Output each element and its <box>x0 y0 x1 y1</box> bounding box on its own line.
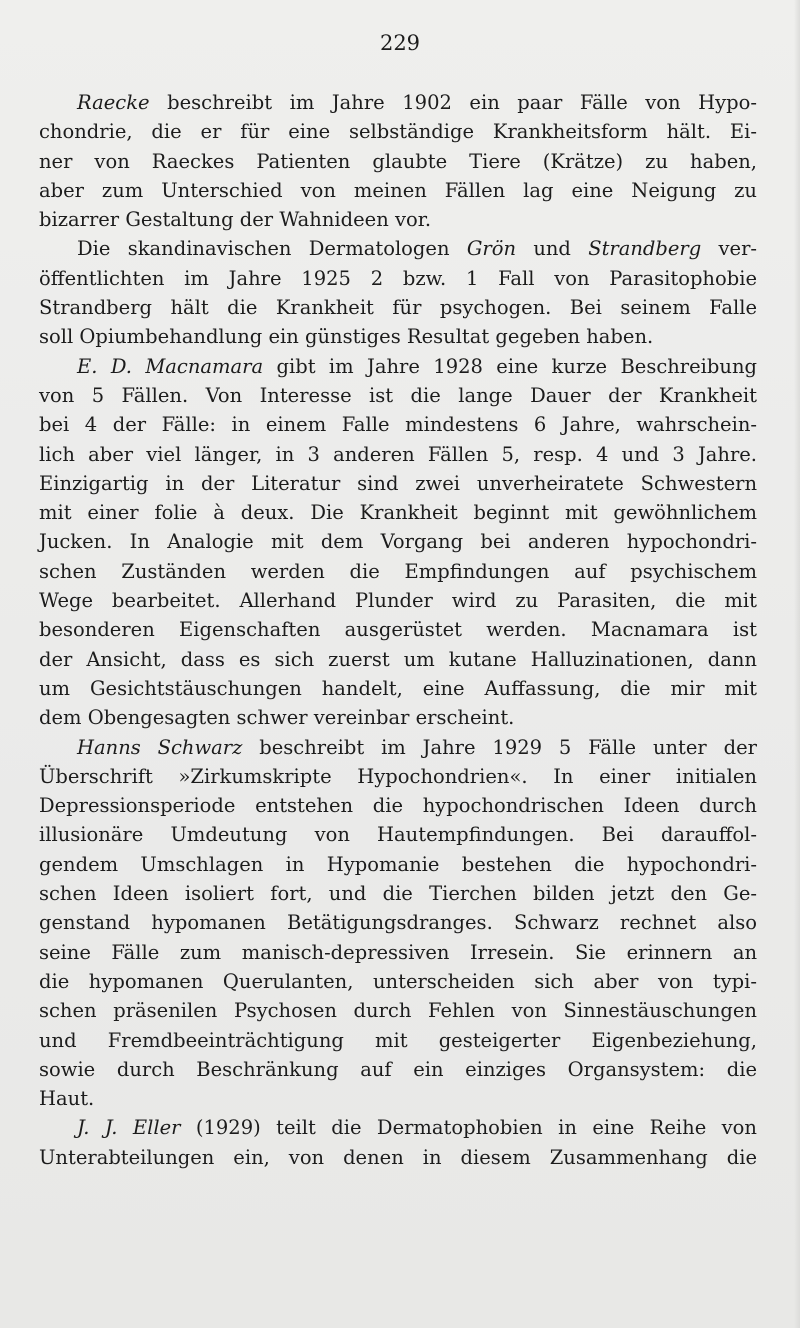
text-line: Einzigartig in der Literatur sind zwei unverheiratete Schwestern <box>39 471 757 495</box>
text-line: ner von Raeckes Patienten glaubte Tiere (Krätze) zu haben, <box>39 149 757 173</box>
paragraph-raecke <box>39 88 757 234</box>
text-line: besonderen Eigenschaften ausgerüstet werden. Macnamara ist <box>39 618 757 642</box>
text-line: aber zum Unterschied von meinen Fällen lag eine Neigung zu <box>39 178 757 202</box>
text-line: gendem Umschlagen in Hypomanie bestehen die hypochondri- <box>39 852 757 876</box>
text-line: Die skandinavischen Dermatologen Grön und Strandberg ver- <box>77 237 757 261</box>
text-line: Depressionsperiode entstehen die hypochondrischen Ideen durch <box>39 794 757 818</box>
author-name: Strandberg <box>588 237 702 261</box>
text-line: Überschrift »Zirkumskripte Hypochondrien«. In einer initialen <box>39 764 757 788</box>
page-edge-shadow <box>794 0 800 1328</box>
text-line: Raecke beschreibt im Jahre 1902 ein paar Fälle von Hypo- <box>77 91 757 114</box>
text-line: um Gesichtstäuschungen handelt, eine Auffassung, die mir mit <box>39 676 757 700</box>
text-line: E. D. Macnamara gibt im Jahre 1928 eine kurze Beschreibung <box>77 354 757 378</box>
author-name: E. D. Macnamara <box>77 354 264 378</box>
text-line: illusionäre Umdeutung von Hautempfindungen. Bei darauffol- <box>39 823 757 847</box>
author-name: Hanns Schwarz <box>77 735 243 759</box>
text-line: sowie durch Beschränkung auf ein einziges Organsystem: die <box>39 1057 757 1081</box>
text-line: schen präsenilen Psychosen durch Fehlen von Sinnestäuschungen <box>39 999 757 1023</box>
text-line: genstand hypomanen Betätigungsdranges. Schwarz rechnet also <box>39 911 757 935</box>
author-name: J. J. Eller <box>77 1116 181 1140</box>
text-line: Hanns Schwarz beschreibt im Jahre 1929 5 Fälle unter der <box>77 735 757 759</box>
text-line: bizarrer Gestaltung der Wahnideen vor. <box>39 208 432 232</box>
text-line: dem Obengesagten schwer vereinbar erscheint. <box>39 706 515 730</box>
paragraph-eller <box>39 1113 757 1172</box>
text-line: lich aber viel länger, in 3 anderen Fällen 5, resp. 4 und 3 Jahre. <box>39 442 757 466</box>
text-line: Unterabteilungen ein, von denen in diesem Zusammenhang die <box>39 1145 757 1169</box>
text-line: schen Zuständen werden die Empfindungen auf psychischem <box>39 559 757 583</box>
text-line: von 5 Fällen. Von Interesse ist die lange Dauer der Krankheit <box>39 383 757 407</box>
text-line: Wege bearbeitet. Allerhand Plunder wird zu Parasiten, die mit <box>39 589 757 613</box>
text-line: Jucken. In Analogie mit dem Vorgang bei anderen hypochondri- <box>39 530 757 554</box>
text-line: bei 4 der Fälle: in einem Falle mindestens 6 Jahre, wahrschein- <box>39 413 757 437</box>
text-line: öffentlichten im Jahre 1925 2 bzw. 1 Fall von Parasitophobie <box>39 266 757 290</box>
page-number: 229 <box>379 31 421 55</box>
text-line: und Fremdbeeinträchtigung mit gesteigerter Eigenbeziehung, <box>39 1028 757 1052</box>
text-line: mit einer folie à deux. Die Krankheit beginnt mit gewöhnlichem <box>39 501 757 525</box>
text-line: chondrie, die er für eine selbständige Krankheitsform hält. Ei- <box>39 120 757 144</box>
body-text <box>39 88 757 1172</box>
author-name: Raecke <box>77 91 150 114</box>
paragraph-gron-strandberg <box>39 234 757 351</box>
text-line: die hypomanen Querulanten, unterscheiden sich aber von typi- <box>39 969 757 993</box>
author-name: Grön <box>466 237 517 261</box>
text-line: Strandberg hält die Krankheit für psychogen. Bei seinem Falle <box>39 296 757 320</box>
paragraph-schwarz <box>39 733 757 1114</box>
text-line: seine Fälle zum manisch-depressiven Irresein. Sie erinnern an <box>39 940 757 964</box>
text-line: soll Opiumbehandlung ein günstiges Resultat gegeben haben. <box>39 325 654 349</box>
text-line: J. J. Eller (1929) teilt die Dermatophobien in eine Reihe von <box>77 1116 757 1140</box>
text-line: schen Ideen isoliert fort, und die Tierchen bilden jetzt den Ge- <box>39 882 757 906</box>
text-line: Haut. <box>39 1087 95 1111</box>
text-line: der Ansicht, dass es sich zuerst um kutane Halluzinationen, dann <box>39 647 757 671</box>
paragraph-macnamara <box>39 352 757 733</box>
